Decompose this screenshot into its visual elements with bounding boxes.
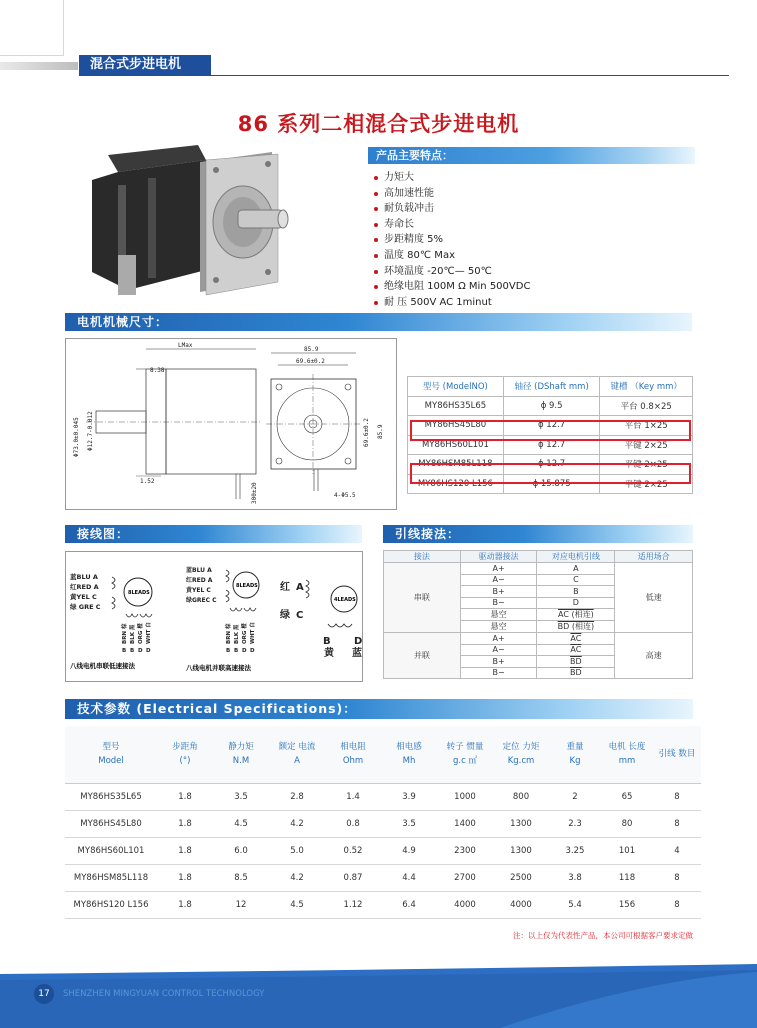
table-cell: ɸ 15.875 [503, 474, 600, 494]
table-cell: 65 [601, 783, 653, 810]
table-cell: ɸ 9.5 [503, 396, 600, 416]
table-cell: 118 [601, 864, 653, 891]
features-list [372, 170, 692, 310]
specs-heading: 技术参数 (Electrical Specifications)： [65, 699, 693, 719]
table-cell: 平键 2×25 [600, 455, 693, 475]
spec-row [65, 810, 701, 837]
table-cell: A+ [460, 633, 537, 645]
text-label: BRN 棕 [122, 623, 128, 644]
table-cell: 4.2 [269, 864, 325, 891]
feature-item: 耐负载冲击 [372, 201, 692, 217]
table-cell: 156 [601, 891, 653, 918]
text-label: Kg.cm [507, 756, 535, 767]
specs-table [65, 726, 701, 919]
table-cell: 3.5 [213, 783, 269, 810]
table-row [65, 726, 701, 783]
spec-row [65, 864, 701, 891]
table-row [384, 551, 693, 563]
table-cell: 101 [601, 837, 653, 864]
text-label: B [323, 636, 331, 647]
text-label: 黄YEL C [186, 587, 211, 594]
text-label: 绿GREC C [186, 597, 217, 604]
table-cell: $\overline{AC}$ [537, 633, 615, 645]
text-label: D [146, 648, 151, 654]
table-cell: 6.4 [381, 891, 437, 918]
dim-152: 1.52 [140, 478, 155, 485]
table-cell: 1.4 [325, 783, 381, 810]
dim-12: Φ12.7-0.012 [87, 411, 94, 451]
table-cell: A+ [460, 563, 537, 575]
table-cell: A− [460, 574, 537, 586]
wiring-caption-mid: 八线电机并联高速接法 [186, 664, 251, 672]
text-label: 电机 长度 [608, 742, 646, 753]
text-label: 定位 力矩 [502, 742, 540, 753]
table-cell: 4.9 [381, 837, 437, 864]
table-cell: B+ [460, 656, 537, 668]
table-cell: 5.0 [269, 837, 325, 864]
table-cell: 2.3 [549, 810, 601, 837]
table-cell: 1000 [437, 783, 493, 810]
table-cell: 3.8 [549, 864, 601, 891]
wire-method-table [383, 550, 693, 679]
table-cell: 适用场合 [615, 551, 693, 563]
table-cell: 4.2 [269, 810, 325, 837]
text-label: Kg [569, 756, 581, 767]
header-left-bar [0, 62, 78, 70]
text-label: 重量 [566, 742, 584, 753]
dim-859: 85.9 [304, 346, 319, 353]
feature-item: 环境温度 -20℃— 50℃ [372, 264, 692, 280]
mechanical-drawing [66, 339, 396, 509]
table-cell [157, 726, 213, 783]
motor-image [88, 140, 303, 305]
wire-label: 绿 GRE C [70, 603, 101, 611]
table-cell [549, 726, 601, 783]
table-cell: 串联 [384, 563, 461, 633]
text-label: 绿 [280, 610, 290, 621]
table-cell: 1300 [493, 837, 549, 864]
section-badge: 混合式步进电机 [79, 55, 211, 75]
table-cell: AC (相连) [537, 609, 615, 621]
table-cell: 3.9 [381, 783, 437, 810]
header-underline [79, 75, 729, 76]
table-cell: $\overline{BD}$ [537, 656, 615, 668]
highlight-box [410, 463, 691, 484]
text-label: 红 [280, 582, 290, 593]
table-cell: 平台 1×25 [600, 416, 693, 436]
table-cell: 对应电机引线 [537, 551, 615, 563]
table-cell: 2300 [437, 837, 493, 864]
table-cell: MY86HSM85L118 [408, 455, 504, 475]
table-cell: MY86HS120 L156 [65, 891, 157, 918]
table-row [384, 563, 693, 575]
table-cell: 4000 [437, 891, 493, 918]
table-cell: 6.0 [213, 837, 269, 864]
text-label: 静力矩 [228, 742, 254, 753]
page-number: 17 [34, 984, 54, 1004]
table-cell: 1.8 [157, 891, 213, 918]
table-cell: 悬空 [460, 621, 537, 633]
table-cell: 1.12 [325, 891, 381, 918]
feature-item: 高加速性能 [372, 186, 692, 202]
table-cell [437, 726, 493, 783]
text-label: 蓝 [352, 648, 362, 659]
dim-838: 8.38 [150, 367, 165, 374]
dim-859v: 85.9 [377, 424, 384, 439]
dim-696v: 69.6±0.2 [363, 418, 370, 447]
text-label: D [242, 648, 247, 654]
text-label: Mh [402, 756, 416, 767]
table-cell: 8 [653, 810, 701, 837]
table-cell: 4.5 [213, 810, 269, 837]
table-cell: 2 [549, 783, 601, 810]
table-cell: 1.8 [157, 783, 213, 810]
table-cell: MY86HS35L65 [65, 783, 157, 810]
shaft-th: 键槽 （Key mm） [600, 377, 693, 397]
table-cell: B− [460, 667, 537, 679]
text-label: A [296, 582, 304, 593]
dim-300: 300±20 [251, 482, 258, 504]
text-label: B [130, 648, 135, 654]
table-cell: 1400 [437, 810, 493, 837]
wiring-diagram [66, 552, 362, 681]
text-label: 额定 电流 [278, 742, 316, 753]
wiring-heading: 接线图： [65, 525, 362, 543]
text-label: BLK 黑 [234, 624, 240, 644]
text-label: BRN 棕 [226, 623, 232, 644]
text-label: D [250, 648, 255, 654]
table-cell: D [537, 597, 615, 609]
table-row [384, 633, 693, 645]
feature-item: 耐 压 500V AC 1minut [372, 295, 692, 311]
table-cell: 800 [493, 783, 549, 810]
text-label: 转子 惯量 [446, 742, 484, 753]
text-label: 蓝BLU A [186, 567, 212, 574]
table-cell: 3.5 [381, 810, 437, 837]
spec-row [65, 891, 701, 918]
text-label: 8LEADS [236, 583, 258, 589]
text-label: 相电阻 [340, 742, 366, 753]
table-cell: MY86HS45L80 [408, 416, 504, 436]
table-cell: 0.8 [325, 810, 381, 837]
table-cell [381, 726, 437, 783]
text-label: BLK 黑 [130, 624, 136, 644]
table-cell: B− [460, 597, 537, 609]
table-cell: MY86HS35L65 [408, 396, 504, 416]
feature-item: 绝缘电阻 100M Ω Min 500VDC [372, 279, 692, 295]
text-label: 红RED A [186, 577, 213, 584]
text-label: WHT 白 [146, 622, 152, 644]
wire-method-heading: 引线接法： [383, 525, 693, 543]
table-cell: ɸ 12.7 [503, 416, 600, 436]
table-cell [493, 726, 549, 783]
table-cell: MY86HS120 L156 [408, 474, 504, 494]
table-cell: 2.8 [269, 783, 325, 810]
table-cell: 2700 [437, 864, 493, 891]
table-cell: 2500 [493, 864, 549, 891]
text-label: Ohm [342, 756, 364, 767]
table-cell: 1300 [493, 810, 549, 837]
table-cell: B [537, 586, 615, 598]
table-cell: 4 [653, 837, 701, 864]
table-cell: 0.52 [325, 837, 381, 864]
table-cell: 接法 [384, 551, 461, 563]
table-cell: ɸ 12.7 [503, 455, 600, 475]
table-cell [653, 726, 701, 783]
feature-item: 寿命长 [372, 217, 692, 233]
page-title: 86 系列二相混合式步进电机 [237, 112, 520, 136]
table-cell: 80 [601, 810, 653, 837]
table-cell: MY86HS60L101 [408, 435, 504, 455]
table-row [408, 377, 693, 397]
table-cell: 高速 [615, 633, 693, 679]
dim-696: 69.6±0.2 [296, 358, 325, 365]
wiring-caption-left: 八线电机串联低速接法 [70, 662, 135, 670]
text-label: Model [98, 756, 124, 767]
text-label: 型号 [102, 742, 120, 753]
table-cell: 1.8 [157, 810, 213, 837]
table-cell: BD (相连) [537, 621, 615, 633]
text-label: ORG 橙 [242, 623, 248, 644]
table-cell: 8 [653, 891, 701, 918]
dim-hole: 4-Φ5.5 [334, 492, 356, 499]
table-cell: 4.4 [381, 864, 437, 891]
text-label: mm [618, 756, 636, 767]
dim-lmax: LMax [178, 342, 193, 349]
table-cell: 5.4 [549, 891, 601, 918]
text-label: N.M [232, 756, 250, 767]
feature-item: 步距精度 5% [372, 232, 692, 248]
text-label: A [294, 756, 300, 767]
table-cell [269, 726, 325, 783]
table-cell: $\overline{BD}$ [537, 667, 615, 679]
text-label: 4LEADS [334, 597, 356, 603]
text-label: D [354, 636, 362, 647]
feature-item: 温度 80℃ Max [372, 248, 692, 264]
table-cell: A [537, 563, 615, 575]
table-cell: MY86HS60L101 [65, 837, 157, 864]
shaft-th: 型号 (ModelNO) [408, 377, 504, 397]
text-label: 引线 数目 [658, 749, 696, 760]
features-heading: 产品主要特点： [368, 147, 695, 164]
table-cell: 驱动器接法 [460, 551, 537, 563]
shaft-th: 轴径 (DShaft mm) [503, 377, 600, 397]
table-cell: 4000 [493, 891, 549, 918]
text-label: g.c ㎡ [453, 756, 477, 767]
footnote: 注：以上仅为代表性产品，本公司可根据客户要求定做 [513, 931, 693, 940]
table-cell: 3.25 [549, 837, 601, 864]
text-label: B [226, 648, 231, 654]
table-cell: 0.87 [325, 864, 381, 891]
table-cell: 并联 [384, 633, 461, 679]
footer-company: SHENZHEN MINGYUAN CONTROL TECHNOLOGY [63, 989, 265, 999]
table-cell: 12 [213, 891, 269, 918]
lead-tag: 8LEADS [128, 590, 150, 596]
table-cell: 1.8 [157, 837, 213, 864]
text-label: D [138, 648, 143, 654]
text-label: B [234, 648, 239, 654]
text-label: WHT 白 [250, 622, 256, 644]
text-label: 步距角 [172, 742, 198, 753]
table-cell: 4.5 [269, 891, 325, 918]
table-cell [213, 726, 269, 783]
table-cell: 8 [653, 783, 701, 810]
text-label: 相电感 [396, 742, 422, 753]
table-cell: 平台 0.8×25 [600, 396, 693, 416]
table-cell [65, 726, 157, 783]
wire-label: 蓝BLU A [70, 573, 98, 581]
table-cell: C [537, 574, 615, 586]
table-cell: 悬空 [460, 609, 537, 621]
wire-label: 红RED A [70, 583, 99, 591]
table-cell: 平键 2×25 [600, 474, 693, 494]
text-label: B [122, 648, 127, 654]
mechanical-heading: 电机机械尺寸： [65, 313, 692, 331]
text-label: (°) [179, 756, 191, 767]
table-cell: ɸ 12.7 [503, 435, 600, 455]
header-corner-line [63, 0, 64, 55]
feature-item: 力矩大 [372, 170, 692, 186]
table-cell: MY86HS45L80 [65, 810, 157, 837]
shaft-row [408, 396, 693, 416]
table-cell [601, 726, 653, 783]
text-label: 黄 [324, 648, 334, 659]
table-cell: 低速 [615, 563, 693, 633]
dim-73: Φ73.0±0.045 [73, 417, 80, 457]
table-cell: 1.8 [157, 864, 213, 891]
table-cell: A− [460, 644, 537, 656]
spec-row [65, 783, 701, 810]
spec-row [65, 837, 701, 864]
table-cell: B+ [460, 586, 537, 598]
table-cell [325, 726, 381, 783]
table-cell: MY86HSM85L118 [65, 864, 157, 891]
wire-label: 黄YEL C [70, 593, 97, 601]
table-cell: 8 [653, 864, 701, 891]
highlight-box [410, 420, 691, 441]
text-label: C [296, 610, 304, 621]
header-corner-line-h [0, 55, 64, 56]
table-cell: $\overline{AC}$ [537, 644, 615, 656]
table-cell: 平键 2×25 [600, 435, 693, 455]
table-cell: 8.5 [213, 864, 269, 891]
text-label: ORG 橙 [138, 623, 144, 644]
